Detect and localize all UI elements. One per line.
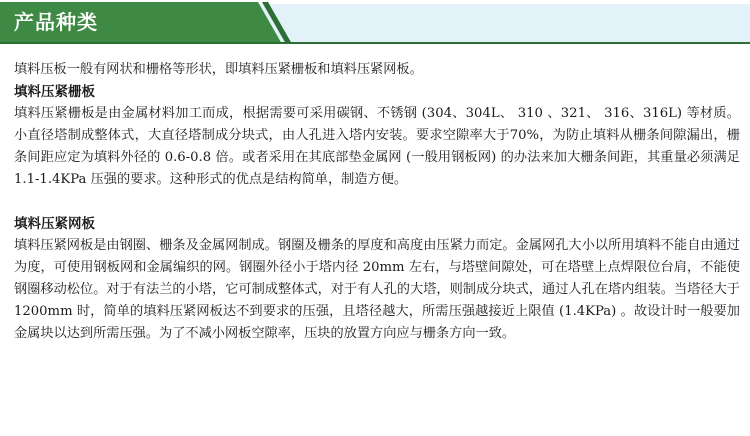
- header-rule: [0, 42, 750, 44]
- section-heading-mesh-plate: 填料压紧网板: [14, 216, 95, 232]
- section-body-mesh-plate: 填料压紧网板是由钢圈、栅条及金属网制成。钢圈及栅条的厚度和高度由压紧力而定。金属网孔大小以所用填料不能自由通过为度，可使用钢板网和金属编织的网。钢圈外径小于塔内径 20mm 左右，与塔壁间隙处，可在塔壁上点焊限位台肩，不能使钢圈移动松位。对于有法兰的小塔，它可制成整体式，对于有人孔的大塔，则制成分块式，通过人孔在塔内组装。当塔径大于 1200mm 时，简单的填料压紧网板达不到要求的压强，且塔径越大，所需压强越接近上限值 (1.4KPa) 。故设计时一般要加金属块以达到所需压强。为了不减小网板空隙率，压块的放置方向应与栅条方向一致。: [14, 238, 740, 341]
- spacer: [14, 191, 740, 213]
- section-heading-grid-plate: 填料压紧栅板: [14, 84, 95, 100]
- article-body: [14, 59, 740, 345]
- section-header: [0, 0, 750, 44]
- page-title: 产品种类: [14, 10, 98, 34]
- header-banner: [0, 0, 750, 44]
- intro-paragraph: 填料压板一般有网状和栅格等形状，即填料压紧栅板和填料压紧网板。: [14, 62, 423, 77]
- section-body-grid-plate: 填料压紧栅板是由金属材料加工而成，根据需要可采用碳钢、不锈钢 (304、304L、 310 、321、 316、316L) 等材质。小直径塔制成整体式，大直径塔制成分块式，由人孔进入塔内安装。要求空隙率大于70%，为防止填料从栅条间隙漏出，栅条间距应定为填料外径的 0.6-0.8 倍。或者采用在其底部垫金属网 (一般用钢板网) 的办法来加大栅条间距，其重量必须满足 1.1-1.4KPa 压强的要求。这种形式的优点是结构简单，制造方便。: [14, 106, 740, 187]
